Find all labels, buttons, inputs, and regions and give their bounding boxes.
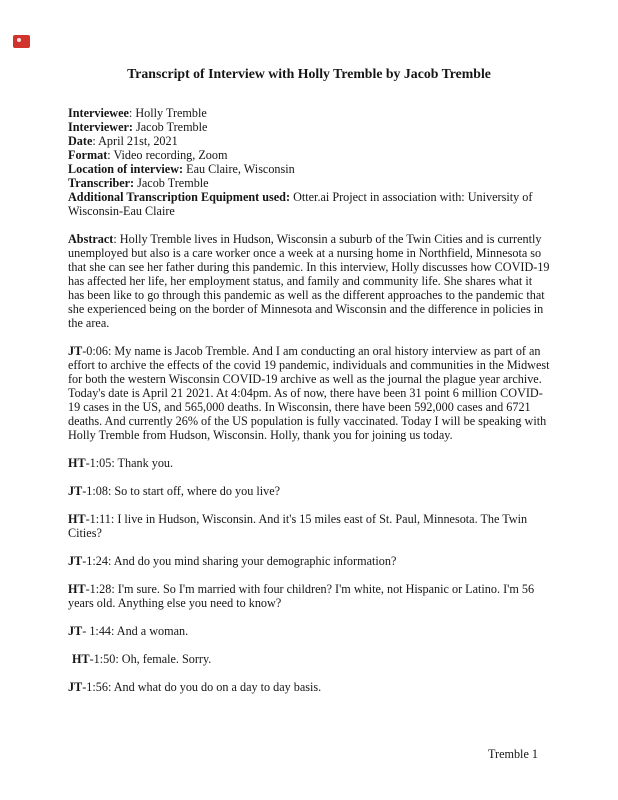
metadata-value: : April 21st, 2021: [92, 134, 178, 148]
dialogue-text: - 1:44: And a woman.: [82, 624, 189, 638]
page-title: Transcript of Interview with Holly Tremble by Jacob Tremble: [127, 66, 491, 81]
dialogue-text: -1:05: Thank you.: [85, 456, 174, 470]
speaker-label: JT: [68, 554, 83, 568]
dialogue-entry: [68, 456, 550, 470]
metadata-row-location: [68, 162, 550, 176]
dialogue-text: -1:24: And do you mind sharing your demographic information?: [82, 554, 397, 568]
dialogue-text: -1:28: I'm sure. So I'm married with four children? I'm white, not Hispanic or Latino. I'm 56 years old. Anything else you need to know?: [68, 582, 535, 610]
dialogue-text: -0:06: My name is Jacob Tremble. And I am conducting an oral history interview as part of an effort to archive the effects of the covid 19 pandemic, individuals and communities in the Midwest for both the western Wisconsin COVID-19 archive as well as the journal the plague year archive. Today's date is April 21 2021. At 4:04pm. As of now, there have been 31 point 6 million COVID-19 cases in the US, and 565,000 deaths. In Wisconsin, there have been 592,000 cases and 6721 deaths. And currently 26% of the US population is fully vaccinated. Today I will be speaking with Holly Tremble from Hudson, Wisconsin. Holly, thank you for joining us today.: [68, 344, 550, 442]
speaker-label: JT: [68, 624, 83, 638]
metadata-block: [68, 106, 550, 218]
metadata-row-date: [68, 134, 550, 148]
metadata-row-equipment: [68, 190, 550, 218]
metadata-value: Jacob Tremble: [134, 176, 209, 190]
dialogue-entry: [68, 484, 550, 498]
abstract-text: : Holly Tremble lives in Hudson, Wisconsin a suburb of the Twin Cities and is currently unemployed but also is a care worker once a week at a nursing home in Northfield, Minnesota so that she can see her father during this pandemic. In this interview, Holly discusses how COVID-19 has affected her life, her employment status, and family and community life. She shares what it has been like to go through this pandemic as well as the different approaches to the pandemic that she experienced being on the border of Minnesota and Wisconsin and the difference in policies in the area.: [68, 232, 550, 330]
abstract-label: Abstract: [68, 232, 114, 246]
metadata-label: Format: [68, 148, 108, 162]
dialogue-entry: [68, 624, 550, 638]
dialogue-entry: [68, 512, 550, 540]
speaker-label: HT: [68, 456, 86, 470]
speaker-label: JT: [68, 680, 83, 694]
dialogue-text: -1:11: I live in Hudson, Wisconsin. And it's 15 miles east of St. Paul, Minnesota. The Twin Cities?: [68, 512, 528, 540]
speaker-label: HT: [72, 652, 90, 666]
metadata-row-interviewer: [68, 120, 550, 134]
metadata-row-interviewee: [68, 106, 550, 120]
dialogue-entry: [68, 652, 550, 666]
dialogue-entry: [68, 582, 550, 610]
metadata-label: Interviewer:: [68, 120, 133, 134]
document-content: [68, 0, 550, 694]
metadata-value: : Holly Tremble: [128, 106, 207, 120]
metadata-label: Location of interview:: [68, 162, 184, 176]
speaker-label: HT: [68, 582, 86, 596]
metadata-row-transcriber: [68, 176, 550, 190]
broken-image-icon: [13, 35, 30, 48]
dialogue-entry: [68, 554, 550, 568]
metadata-row-format: [68, 148, 550, 162]
dialogue-entry: [68, 344, 550, 442]
metadata-value: Jacob Tremble: [132, 120, 208, 134]
speaker-label: HT: [68, 512, 86, 526]
page-number: Tremble 1: [488, 747, 538, 761]
metadata-label: Additional Transcription Equipment used:: [68, 190, 291, 204]
abstract-paragraph: [68, 232, 550, 330]
metadata-label: Date: [68, 134, 93, 148]
dialogue-entry: [68, 680, 550, 694]
metadata-label: Transcriber:: [68, 176, 135, 190]
metadata-value: Eau Claire, Wisconsin: [183, 162, 295, 176]
speaker-label: JT: [68, 484, 83, 498]
metadata-label: Interviewee: [68, 106, 129, 120]
dialogue-text: -1:08: So to start off, where do you live?: [82, 484, 281, 498]
metadata-value: Otter.ai Project in association with: University of Wisconsin-Eau Claire: [68, 190, 533, 218]
metadata-value: : Video recording, Zoom: [107, 148, 228, 162]
speaker-label: JT: [68, 344, 83, 358]
dialogue-text: -1:56: And what do you do on a day to day basis.: [82, 680, 322, 694]
dialogue-text: -1:50: Oh, female. Sorry.: [89, 652, 212, 666]
